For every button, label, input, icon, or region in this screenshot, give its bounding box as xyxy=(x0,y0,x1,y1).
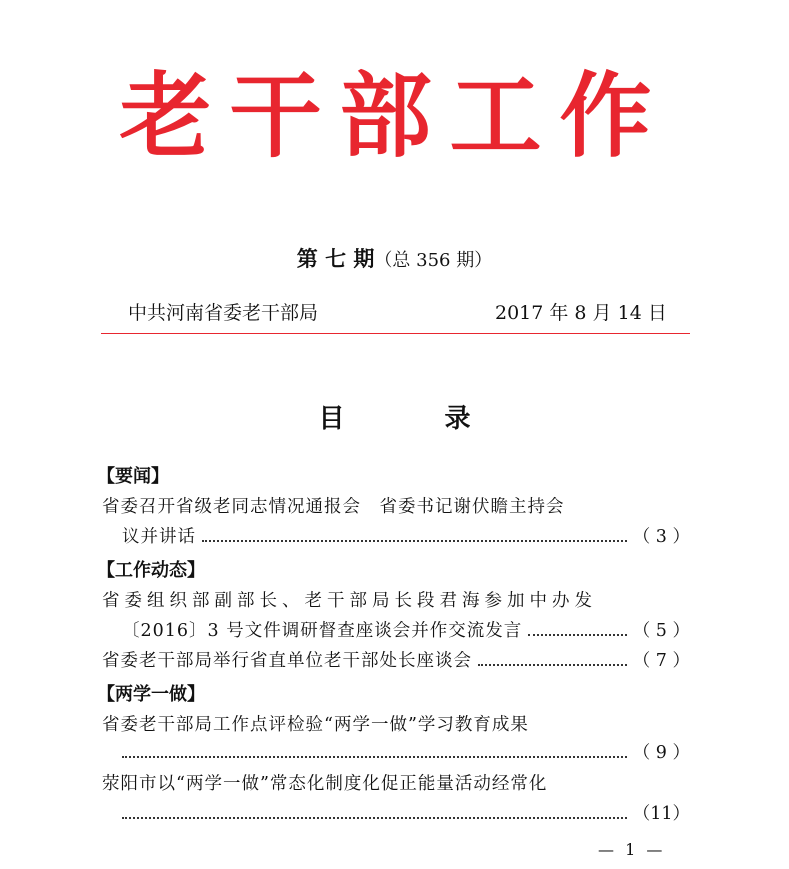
toc-entry[interactable] xyxy=(122,739,690,765)
toc-entry-line: 省委组织部副部长、老干部局长段君海参加中办发 xyxy=(102,591,597,611)
issue-label: 第 七 期 xyxy=(296,246,375,271)
toc-section-heading: 【要闻】 xyxy=(97,466,169,487)
toc-entry[interactable] xyxy=(122,800,690,826)
leader-dots xyxy=(122,817,627,819)
issue-total: （总 356 期） xyxy=(374,250,493,271)
leader-dots xyxy=(122,756,627,758)
leader-dots xyxy=(202,540,627,542)
toc-entry-line: 省委召开省级老同志情况通报会 省委书记谢伏瞻主持会 xyxy=(102,497,565,517)
masthead-title: 老干部工作 xyxy=(119,63,670,170)
toc-page-number: （11） xyxy=(632,804,690,824)
issue-number xyxy=(0,243,789,273)
toc-entry-line: 省委老干部局工作点评检验“两学一做”学习教育成果 xyxy=(102,715,529,735)
toc-page-number: （ 3 ） xyxy=(632,527,690,547)
toc-entry-line: 省委老干部局举行省直单位老干部处长座谈会 xyxy=(102,651,472,671)
leader-dots xyxy=(528,634,627,636)
issue-date: 2017 年 8 月 14 日 xyxy=(495,302,667,324)
toc-title: 目录 xyxy=(318,404,571,434)
toc-entry[interactable] xyxy=(102,647,690,673)
page-number: — 1 — xyxy=(598,840,666,859)
publisher: 中共河南省委老干部局 xyxy=(128,302,319,324)
toc-entry-line: 荥阳市以“两学一做”常态化制度化促正能量活动经常化 xyxy=(102,774,548,794)
leader-dots xyxy=(478,664,627,666)
red-divider xyxy=(101,333,690,334)
toc-section-heading: 【工作动态】 xyxy=(97,560,205,581)
toc-entry[interactable] xyxy=(122,523,690,549)
toc-section-heading: 【两学一做】 xyxy=(97,684,205,705)
toc-entry-line: 议并讲话 xyxy=(122,527,196,547)
toc-entry-line: 〔2016〕3 号文件调研督查座谈会并作交流发言 xyxy=(122,621,523,641)
toc-page-number: （ 7 ） xyxy=(632,651,690,671)
toc-entry[interactable] xyxy=(122,617,690,643)
toc-page-number: （ 9 ） xyxy=(632,743,690,763)
toc-page-number: （ 5 ） xyxy=(632,621,690,641)
